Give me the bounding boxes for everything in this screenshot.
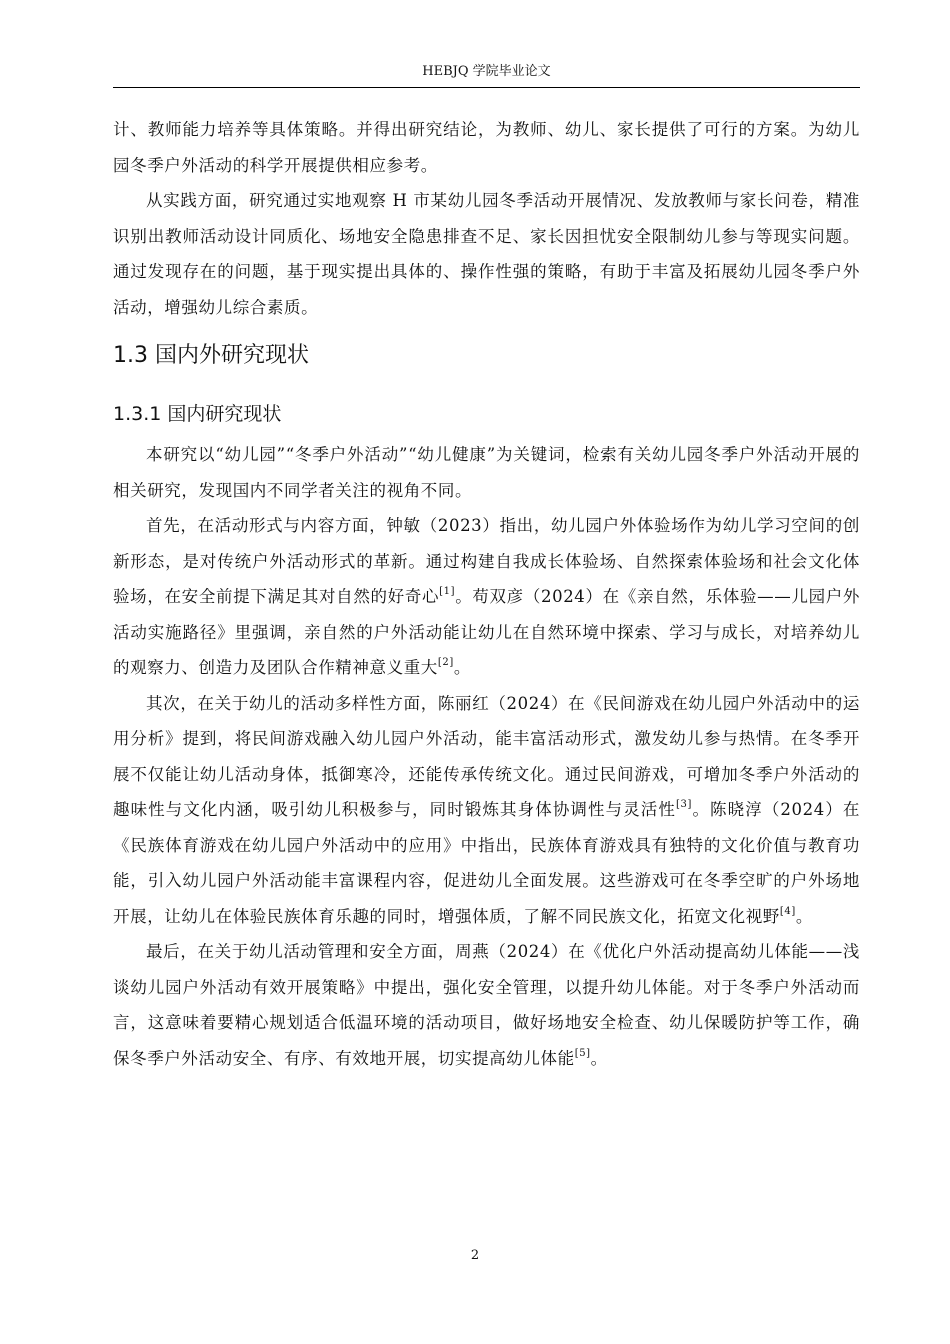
paragraph-safety	[113, 934, 860, 1076]
paragraph-keywords: 本研究以“幼儿园”“冬季户外活动”“幼儿健康”为关键词，检索有关幼儿园冬季户外活动开展的相关研究，发现国内不同学者关注的视角不同。	[113, 445, 860, 500]
text-run: 。	[453, 658, 471, 677]
citation-ref: [4]	[779, 905, 796, 917]
page-number: 2	[470, 1248, 480, 1263]
citation-ref: [1]	[439, 586, 456, 597]
paragraph-activity-form	[113, 508, 860, 686]
paragraph-practice: 从实践方面，研究通过实地观察 H 市某幼儿园冬季活动开展情况、发放教师与家长问卷，精准识别出教师活动设计同质化、场地安全隐患排查不足、家长因担忧安全限制幼儿参与等现实问题。通过发现存在的问题，基于现实提出具体的、操作性强的策略，有助于丰富及拓展幼儿园冬季户外活动，增强幼儿综合素质。	[113, 191, 860, 317]
text-run: 。苟双彦（2024）在《亲自然，乐体验——儿园户外活动实施路径》里强调，亲自然的户外活动能让幼儿在自然环境中探索、学习与成长，对培养幼儿的观察力、创造力及团队合作精神意义重大	[113, 587, 860, 677]
section-heading: 1.3 国内外研究现状	[113, 343, 309, 368]
citation-ref: [2]	[437, 657, 454, 668]
citation-ref: [3]	[676, 799, 692, 810]
text-run: 。	[590, 1048, 608, 1068]
document-body	[113, 112, 860, 1076]
text-run: 其次，在关于幼儿的活动多样性方面，陈丽红（2024）在《民间游戏在幼儿园户外活动中的运用分析》提到，将民间游戏融入幼儿园户外活动，能丰富活动形式，激发幼儿参与热情。在冬季开展不仅能让幼儿活动身体，抵御寒冷，还能传承传统文化。通过民间游戏，可增加冬季户外活动的趣味性与文化内涵，吸引幼儿积极参与，同时锻炼其身体协调性与灵活性	[113, 693, 860, 819]
paragraph-diversity	[113, 686, 860, 935]
paragraph-continued: 计、教师能力培养等具体策略。并得出研究结论，为教师、幼儿、家长提供了可行的方案。为幼儿园冬季户外活动的科学开展提供相应参考。	[113, 120, 860, 175]
text-run: 最后，在关于幼儿活动管理和安全方面，周燕（2024）在《优化户外活动提高幼儿体能——浅谈幼儿园户外活动有效开展策略》中提出，强化安全管理，以提升幼儿体能。对于冬季户外活动而言，这意味着要精心规划适合低温环境的活动项目，做好场地安全检查、幼儿保暖防护等工作，确保冬季户外活动安全、有序、有效地开展，切实提高幼儿体能	[113, 942, 860, 1068]
text-run: 首先，在活动形式与内容方面，钟敏（2023）指出，幼儿园户外体验场作为幼儿学习空间的创新形态，是对传统户外活动形式的革新。通过构建自我成长体验场、自然探索体验场和社会文化体验场，在安全前提下满足其对自然的好奇心	[113, 516, 860, 606]
subsection-heading: 1.3.1 国内研究现状	[113, 403, 282, 425]
text-run: 。	[795, 906, 813, 926]
text-run: 。陈晓淳（2024）在《民族体育游戏在幼儿园户外活动中的应用》中指出，民族体育游戏具有独特的文化价值与教育功能，引入幼儿园户外活动能丰富课程内容，促进幼儿全面发展。这些游戏可在冬季空旷的户外场地开展，让幼儿在体验民族体育乐趣的同时，增强体质，了解不同民族文化，拓宽文化视野	[113, 800, 861, 926]
citation-ref: [5]	[574, 1047, 591, 1059]
page-header: HEBJQ 学院毕业论文	[113, 63, 860, 88]
